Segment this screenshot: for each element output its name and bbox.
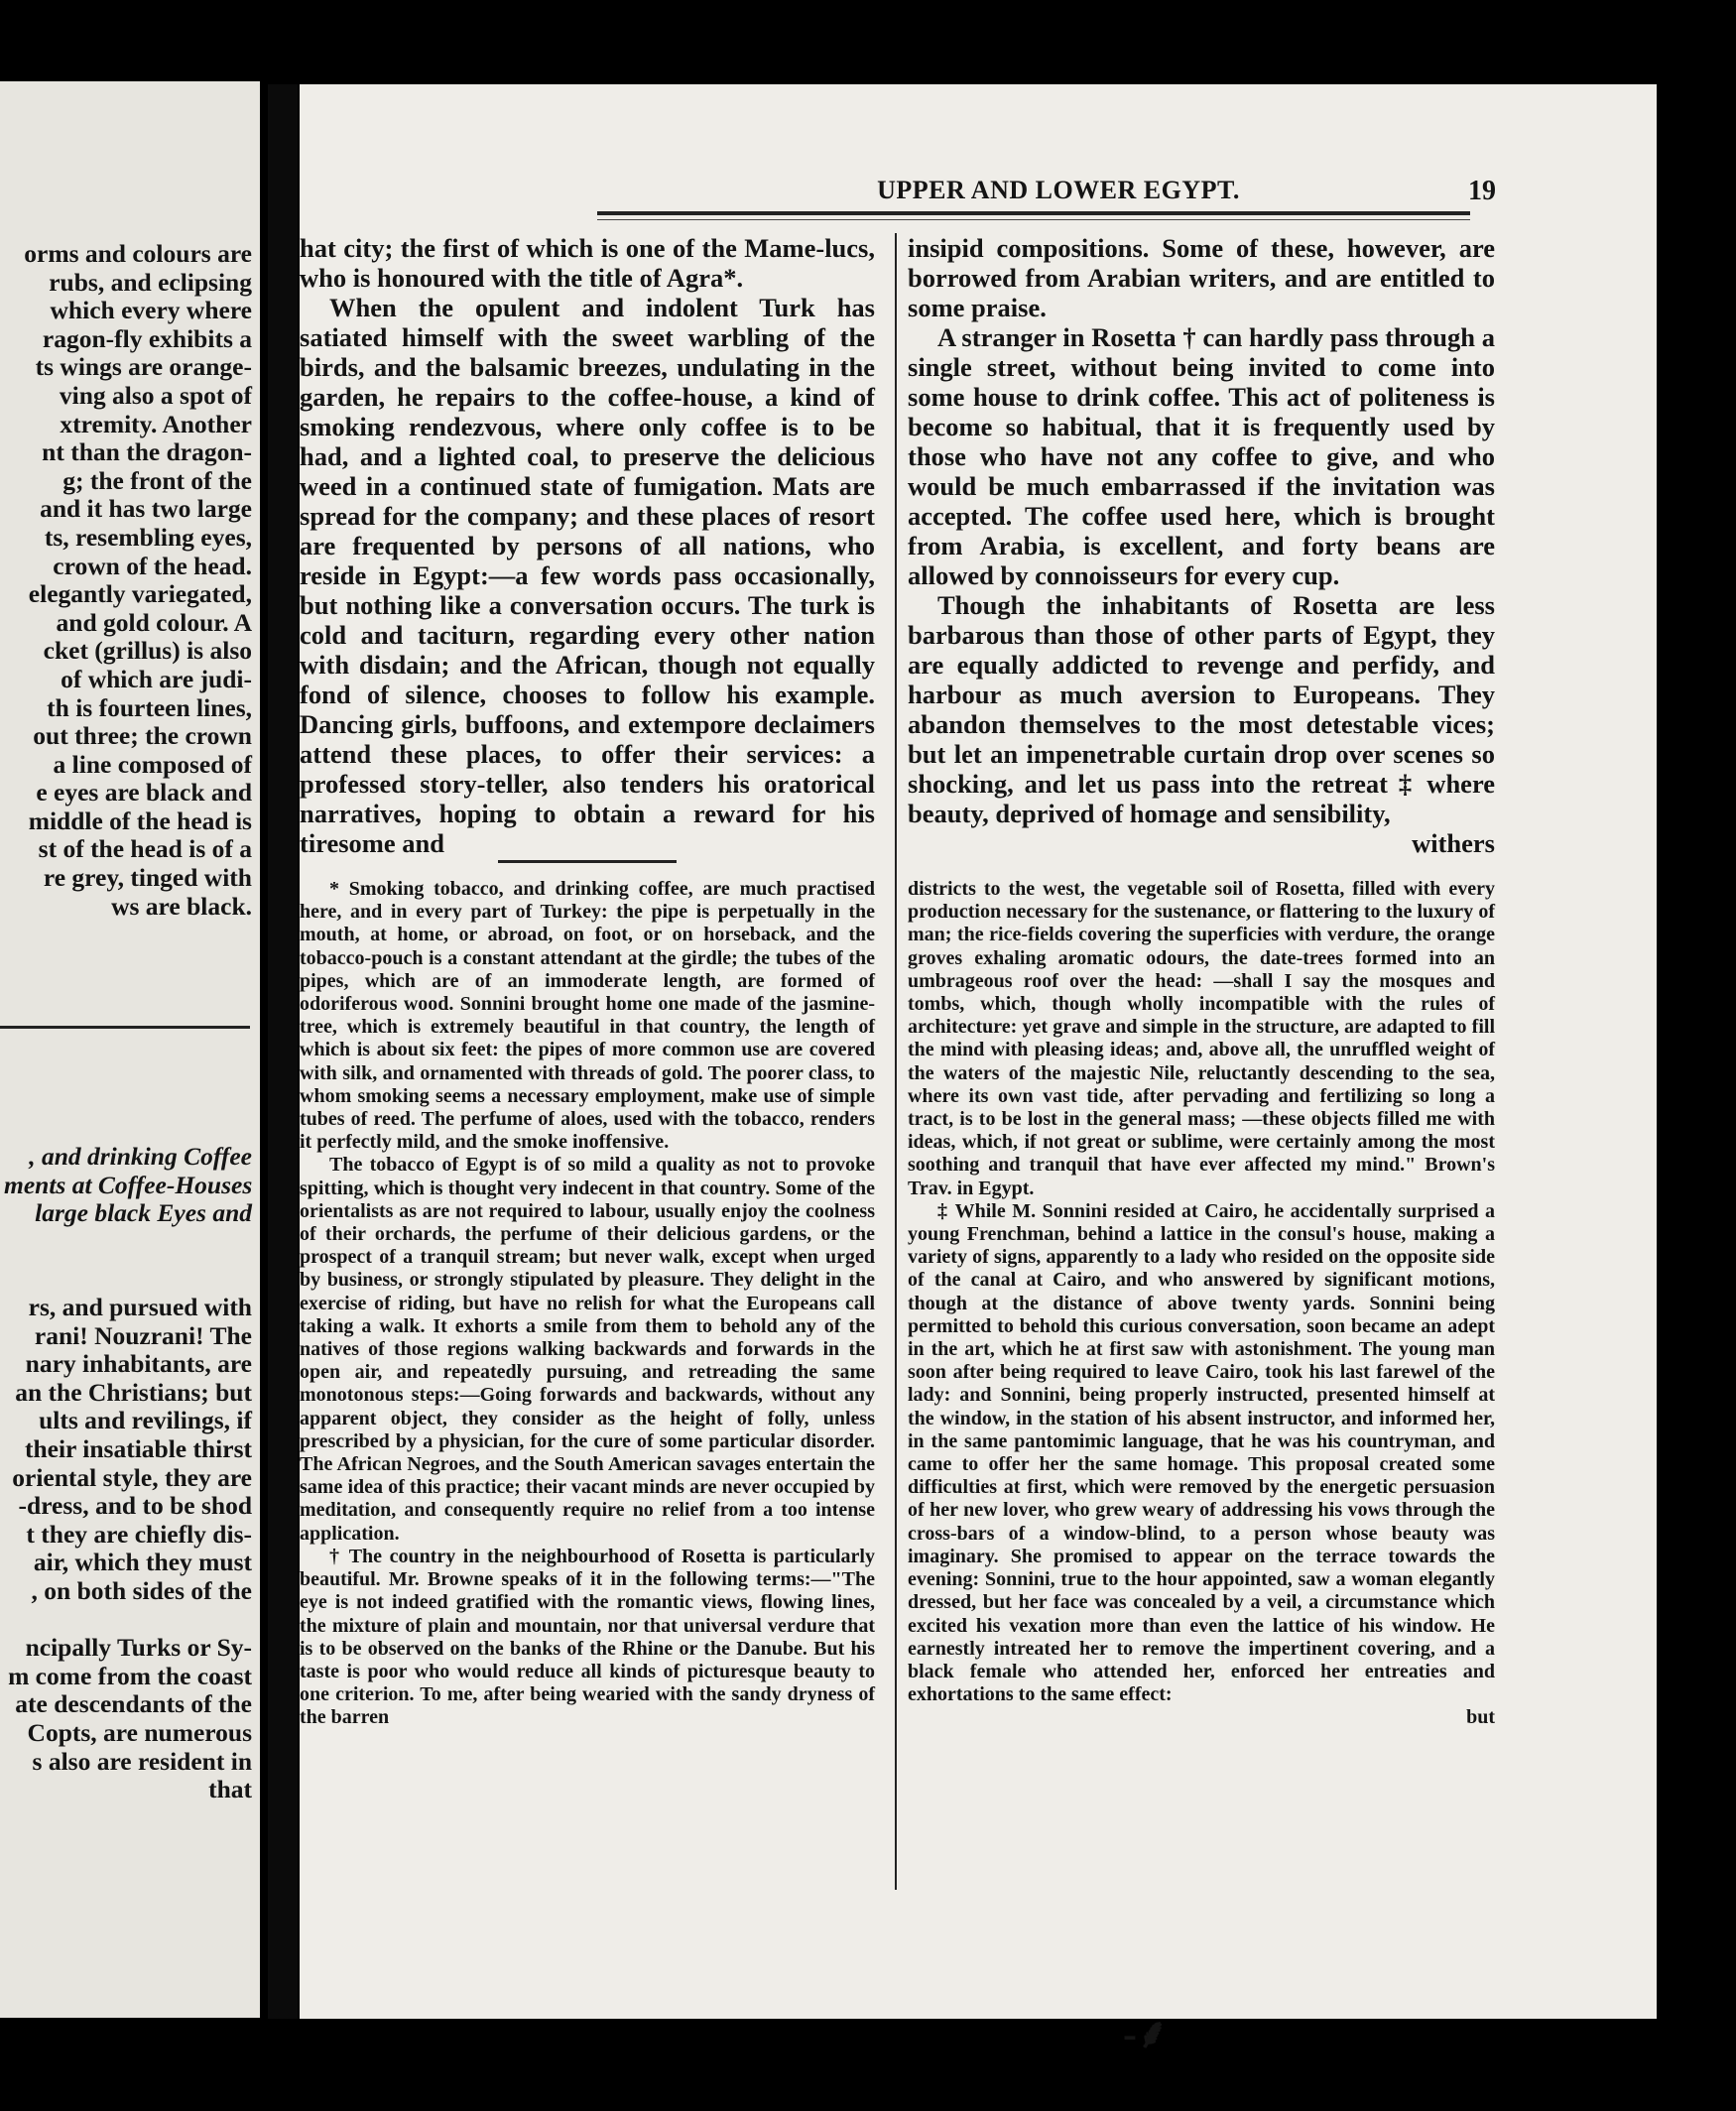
text-line: nt than the dragon- xyxy=(42,437,252,467)
running-head: UPPER AND LOWER EGYPT. xyxy=(877,176,1240,204)
text-line: , and drinking Coffee xyxy=(29,1142,252,1171)
text-line xyxy=(4,1606,252,1635)
text-line: air, which they must xyxy=(33,1548,252,1577)
text-line: ts, resembling eyes, xyxy=(44,522,252,552)
text-line: rs, and pursued with xyxy=(28,1293,252,1321)
text-line: ncipally Turks or Sy- xyxy=(25,1633,252,1663)
text-line: nary inhabitants, are xyxy=(25,1349,252,1379)
footnotes-left xyxy=(300,878,875,1730)
body-paragraph: When the opulent and indolent Turk has satiated himself with the sweet warbling of the birds, and the balsamic breezes, undulating in the garden, he repairs to the coffee-house, a kind of smoking rendezvous, where only coffee is to be had, and a lighted coal, to preserve the delicious weed in a continued state of fumigation. Mats are spread for the company; and these places of resort are frequented by persons of all nations, who reside in Egypt:—a few words pass occasionally, but nothing like a conversation occurs. The turk is cold and taciturn, regarding every other nation with disdain; and the African, though not equally fond of silence, chooses to follow his example. Dancing girls, buffoons, and extempore declaimers attend these places, to offer their services: a professed story-teller, also tenders his oratorical narratives, hoping to obtain a reward for his tiresome and xyxy=(300,293,875,858)
text-line: cket (grillus) is also xyxy=(43,636,252,666)
text-line: ws are black. xyxy=(111,891,252,921)
body-last-word: withers xyxy=(1412,828,1495,858)
section-rule xyxy=(0,1026,250,1029)
facing-page-text-top xyxy=(4,240,252,921)
text-line: rubs, and eclipsing xyxy=(49,267,252,297)
text-line: their insatiable thirst xyxy=(24,1433,252,1463)
page-number: 19 xyxy=(1468,176,1496,206)
text-line: s also are resident in xyxy=(32,1746,252,1776)
facing-page-text-bottom xyxy=(4,1294,252,1804)
text-line: m come from the coast xyxy=(8,1661,252,1690)
text-line: t they are chiefly dis- xyxy=(26,1519,252,1549)
footnote: The tobacco of Egypt is of so mild a quality as not to provoke spitting, which is thought very indecent in that country. Some of the orientalists as are not required to labour, usually enjoy the coolness of their orchards, the perfume of their delicious gardens, or the prospect of a tranquil stream; but never walk, except when urged by business, or strongly stipulated by pleasure. They delight in the exercise of riding, but have no relish for what the Europeans call taking a walk. It exhorts a smile from them to behold any of the natives of those regions walking backwards and forwards in the open air, and repeatedly pursuing, and retreading the same monotonous steps:—Going forwards and backwards, without any apparent object, they consider as the height of folly, unless prescribed by a physician, for the cure of some particular disorder. The African Negroes, and the South American savages entertain the same idea of this practice; their vacant minds are never occupied by meditation, and consequently require no relief from a too intense application. xyxy=(300,1154,875,1545)
footnotes-right xyxy=(908,878,1495,1730)
body-paragraph: hat city; the first of which is one of the Mame-lucs, who is honoured with the title of Agra*. xyxy=(300,233,875,293)
header-rule xyxy=(597,211,1470,215)
ink-mark: -⸙ xyxy=(1123,2012,1169,2057)
body-paragraph: insipid compositions. Some of these, however, are borrowed from Arabian writers, and are entitled to some praise. xyxy=(908,233,1495,322)
text-line: elegantly variegated, xyxy=(28,579,252,609)
text-line: oriental style, they are xyxy=(12,1462,252,1492)
footnote: districts to the west, the vegetable soil of Rosetta, filled with every production necessary for the sustenance, or flattering to the luxury of man; the rice-fields covering the superficies with verdure, the orange groves exhaling aromatic odours, the date-trees formed into an umbrageous roof over the head: —shall I say the mosques and tombs, which, though wholly incompatible with the rules of architecture: yet grave and simple in the structure, are adapted to fill the mind with pleasing ideas; and, above all, the unruffled weight of the waters of the majestic Nile, reluctantly descending to the sea, where its own vast tide, after pervading and fertilizing so long a tract, is to be lost in the general mass; —these objects filled me with ideas, which, if not great or sublime, were certainly among the most soothing and tranquil that have ever affected my mind." Brown's Trav. in Egypt. xyxy=(908,878,1495,1199)
text-line: ults and revilings, if xyxy=(39,1406,252,1435)
facing-page-fragment xyxy=(0,81,260,2018)
text-line: of which are judi- xyxy=(61,664,252,693)
text-line: ate descendants of the xyxy=(15,1689,252,1719)
footnote: † The country in the neighbourhood of Rosetta is particularly beautiful. Mr. Browne speaks of it in the following terms:—"The eye is not indeed gratified with the romantic views, flowing lines, the mixture of plain and mountain, nor that universal verdure that is to be observed on the banks of the Rhine or the Danube. But his taste is poor who would reduce all kinds of picturesque beauty to one criterion. To me, after being wearied with the sandy dryness of the barren xyxy=(300,1545,875,1729)
body-column-right xyxy=(908,233,1495,858)
text-line: ments at Coffee-Houses xyxy=(4,1170,253,1199)
text-line: orms and colours are xyxy=(24,239,252,268)
text-line: that xyxy=(208,1775,252,1804)
text-line: e eyes are black and xyxy=(36,778,252,807)
text-line: an the Christians; but xyxy=(15,1377,252,1407)
footnote-rule xyxy=(498,860,677,863)
text-line: re grey, tinged with xyxy=(43,863,252,893)
catchword: but xyxy=(1466,1706,1495,1729)
text-line: middle of the head is xyxy=(28,806,252,835)
text-line: -dress, and to be shod xyxy=(18,1491,252,1521)
text-line: , on both sides of the xyxy=(31,1575,252,1605)
text-line: out three; the crown xyxy=(33,721,252,751)
body-paragraph: Though the inhabitants of Rosetta are less barbarous than those of other parts of Egypt, they are equally addicted to revenge and perfidy, and harbour as much aversion to Europeans. They abandon themselves to the most detestable vices; but let an impenetrable curtain drop over scenes so shocking, and let us pass into the retreat ‡ where beauty, deprived of homage and sensibility, xyxy=(908,590,1495,828)
text-line: ving also a spot of xyxy=(59,380,252,410)
text-line: and it has two large xyxy=(40,494,252,524)
footnote: ‡ While M. Sonnini resided at Cairo, he accidentally surprised a young Frenchman, behind a lattice in the consul's house, making a variety of signs, apparently to a lady who resided on the opposite side of the canal at Cairo, and who answered by significant motions, though at the distance of above twenty yards. Sonnini being permitted to behold this curious conversation, soon became an adept in the art, which he at first saw with astonishment. The young man soon after being required to leave Cairo, took his last farewel of the lady: and Sonnini, being properly instructed, presented himself at the window, in the station of his absent instructor, and informed her, in the same pantomimic language, that he was his countryman, and came to offer her the same homage. This proposal created some difficulties at first, which were removed by the energetic persuasion of her new lover, who grew weary of addressing his vows through the cross-bars of a window-blind, to a person whose beauty was imaginary. She promised to appear on the terrace towards the evening: Sonnini, true to the hour appointed, saw a woman elegantly dressed, but her face was concealed by a veil, a circumstance which excited his vexation more than even the lattice of his window. He earnestly intreated her to remove the impertinent covering, and a black female who attended her, enforced her entreaties and exhortations to the same effect: xyxy=(908,1199,1495,1706)
column-divider xyxy=(895,233,897,1890)
text-line: which every where xyxy=(50,296,252,325)
book-page xyxy=(300,84,1657,2057)
book-gutter xyxy=(268,84,298,2019)
text-line: a line composed of xyxy=(53,749,252,779)
facing-page-caption xyxy=(4,1143,252,1228)
text-line: crown of the head. xyxy=(53,551,252,580)
text-line: rani! Nouzrani! The xyxy=(34,1320,252,1350)
footnote: * Smoking tobacco, and drinking coffee, are much practised here, and in every part of Turkey: the pipe is perpetually in the mouth, at home, or abroad, on foot, or on horseback, and the tobacco-pouch is a constant attendant at the girdle; the tubes of the pipes, which are of an immoderate length, are formed of odoriferous wood. Sonnini brought home one made of the jasmine-tree, which is extremely beautiful in that country, the length of which is about six feet: the pipes of more common use are covered with silk, and ornamented with threads of gold. The poorer class, to whom smoking seems a necessary employment, make use of simple tubes of reed. The perfume of aloes, used with the tobacco, renders it perfectly mild, and the smoke inoffensive. xyxy=(300,878,875,1154)
text-line: large black Eyes and xyxy=(35,1198,252,1228)
text-line: ts wings are orange- xyxy=(35,352,252,382)
body-column-left xyxy=(300,233,875,858)
text-line: st of the head is of a xyxy=(38,834,252,864)
text-line: g; the front of the xyxy=(62,465,252,495)
text-line: th is fourteen lines, xyxy=(47,692,252,722)
text-line: Copts, are numerous xyxy=(27,1717,252,1747)
body-paragraph: A stranger in Rosetta † can hardly pass through a single street, without being invited to come into some house to drink coffee. This act of politeness is become so habitual, that it is frequently used by those who have not any coffee to give, and who would be much embarrassed if the invitation was accepted. The coffee used here, which is brought from Arabia, is excellent, and forty beans are allowed by connoisseurs for every cup. xyxy=(908,322,1495,590)
header-rule-thin xyxy=(597,219,1470,220)
text-line: ragon-fly exhibits a xyxy=(42,323,252,353)
text-line: xtremity. Another xyxy=(60,409,252,438)
text-line: and gold colour. A xyxy=(56,607,252,637)
